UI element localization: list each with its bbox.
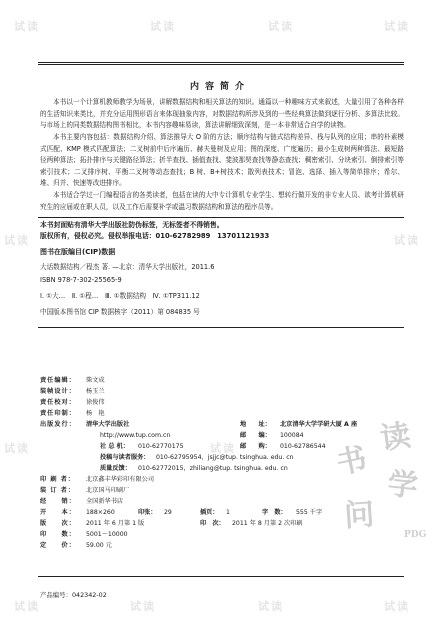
summary-paragraph-1: 本书以一个计算机教师教学为场景，讲解数据结构和相关算法的知识。通篇以一种趣味方式来叙述，大量引用了各种各样的生活知识来类比，并充分运用图形语言来体现抽象内容，对数据结构所涉及到的一些经典算法做到逐行分析、多算法比较。与市场上的同类数据结构图书相比，本书内容趣味易读，算法讲解细致深刻，是一本非常适合自学的读物。 [40,98,404,129]
copyright-page: 试读 试读 试读 试读 试读 试读 试读 试读 试读 试读 试读 试读 内容简介 本书以一个计算机教师教学为场景，讲解数据结构和相关算法的知识。通篇以一种趣味方式来叙述，大量引用了各种各样的生活知识来类比，并充分运用图形语言来体现抽象内容，对数据结构所涉及到的一些经典算法做到逐行分析、多算法比较。与市场上的同类数据结构图书相比，本书内容趣味易读，算法讲解细致深刻，是一本非常适合自学的读物。 本书主要内容包括：数据结构介绍、算法推导大 O 阶的方法；顺序结构与链式结构差异、栈与队列的应用；串的朴素模式匹配、KMP 模式匹配算法；二叉树前中后序遍历、赫夫曼树及应用；图的深度、广度遍历；最小生成树两种算法、最短路径两种算法；拓扑排序与关键路径算法；折半查找、插值查找、斐波那契查找等静态查找；稠密索引、分块索引、倒排索引等索引技术；二叉排序树、平衡二叉树等动态查找；B 树、B+树技术；散列表技术；冒泡、选择、插入等简单排序；希尔、堆、归并、快速等改进排序。 本书适合学过一门编程语言的各类读者，包括在读的大中专计算机专业学生、想转行做开发的非专业人员、欲考计算机研究生的应届或在职人员，以及工作后需要补学或温习数据结构和算法的程序员等。 本书封面贴有清华大学出版社防伪标签，无标签者不得销售。 版权所有，侵权必究。侵权举报电话：010-62782989 13701121933 图书在版编目(CIP)数据 大话数据结构／程杰 著. —北京：清华大学出版社，2011.6 ISBN 978-7-302-25565-9 Ⅰ. ①大… Ⅱ. ①程… Ⅲ. ①数据结构 Ⅳ. ①TP311.12 中国版本图书馆 CIP 数据核字（2011）第 084835 号 责任编辑： 柴文成 装帧设计： 杨玉兰 责任校对： 徐俊伟 责任印制： 杨 艳 出版发行： 清华大学出版社 地 址： 北京清华大学学研大厦 A 座 http://www.tup.com.cn 邮 编： 100084 社 总 机： 010-62770175 邮 购： 010-62786544 投稿与读者服务： 010-62795954，jsjjc@tup. tsinghua. edu. cn 质量反馈： 010-62772015，zhiliang@tup. tsinghua. edu. cn 印 刷 者： 北京鑫丰华彩印有限公司 装 订 者： 北京国马印刷厂 经 销： 全国新华书店 开 本： 188×260 印张： 29 插页： 1 字 数： 555 千字 版 次： 2011 年 6 月第 1 版 印 次： 2011 年 8 月第 2 次印刷 印 数： 5001～10000 定 价： 59.00 元 读 书 学 问 PDG 产品编号：042342-02 [0,0,440,620]
cip-title: 图书在版编目(CIP)数据 [40,248,116,256]
cip-line: ISBN 978-7-302-25565-9 [40,276,122,284]
watermark: 试读 [384,20,410,33]
library-stamp-watermark [308,402,436,558]
watermark: 试读 [384,600,410,613]
watermark: 试读 [394,234,420,247]
watermark: 试读 [14,20,40,33]
anti-counterfeit-notice: 本书封面贴有清华大学出版社防伪标签，无标签者不得销售。 [40,221,224,229]
watermark: 试读 [150,20,176,33]
product-number: 产品编号：042342-02 [40,591,107,599]
divider [38,327,404,328]
stamp-glyph: 读 [378,418,413,457]
watermark: 试读 [130,600,156,613]
summary-paragraph-3: 本书适合学过一门编程语言的各类读者，包括在读的大中专计算机专业学生、想转行做开发的非专业人员、欲考计算机研究生的应届或在职人员，以及工作后需要补学或温习数据结构和算法的程序员等。 [40,191,404,211]
stamp-glyph: PDG [404,530,427,540]
watermark: 试读 [210,442,236,455]
cip-line: Ⅰ. ①大… Ⅱ. ①程… Ⅲ. ①数据结构 Ⅳ. ①TP311.12 [40,292,200,300]
divider [38,576,404,577]
cip-line: 大话数据结构／程杰 著. —北京：清华大学出版社，2011.6 [40,263,215,271]
top-rule [38,62,404,65]
watermark: 试读 [258,600,284,613]
watermark: 试读 [268,20,294,33]
cip-line: 中国版本图书馆 CIP 数据核字（2011）第 084835 号 [40,308,200,316]
stamp-glyph: 书 [333,441,371,482]
watermark: 试读 [14,600,40,613]
summary-paragraph-2: 本书主要内容包括：数据结构介绍、算法推导大 O 阶的方法；顺序结构与链式结构差异、栈与队列的应用；串的朴素模式匹配、KMP 模式匹配算法；二叉树前中后序遍历、赫夫曼树及应用；图的深度、广度遍历；最小生成树两种算法、最短路径两种算法；拓扑排序与关键路径算法；折半查找、插值查找、斐波那契查找等静态查找；稠密索引、分块索引、倒排索引等索引技术；二叉排序树、平衡二叉树等动态查找；B 树、B+树技术；散列表技术；冒泡、选择、插入等简单排序；希尔、堆、归并、快速等改进排序。 [40,133,404,187]
summary-title: 内容简介 [189,82,250,92]
stamp-glyph: 问 [343,496,376,534]
stamp-glyph: 学 [385,466,420,505]
watermark: 试读 [4,234,30,247]
copyright-notice: 版权所有，侵权必究。侵权举报电话：010-62782989 13701121933 [40,232,270,240]
watermark: 试读 [4,442,30,455]
divider [38,217,404,218]
